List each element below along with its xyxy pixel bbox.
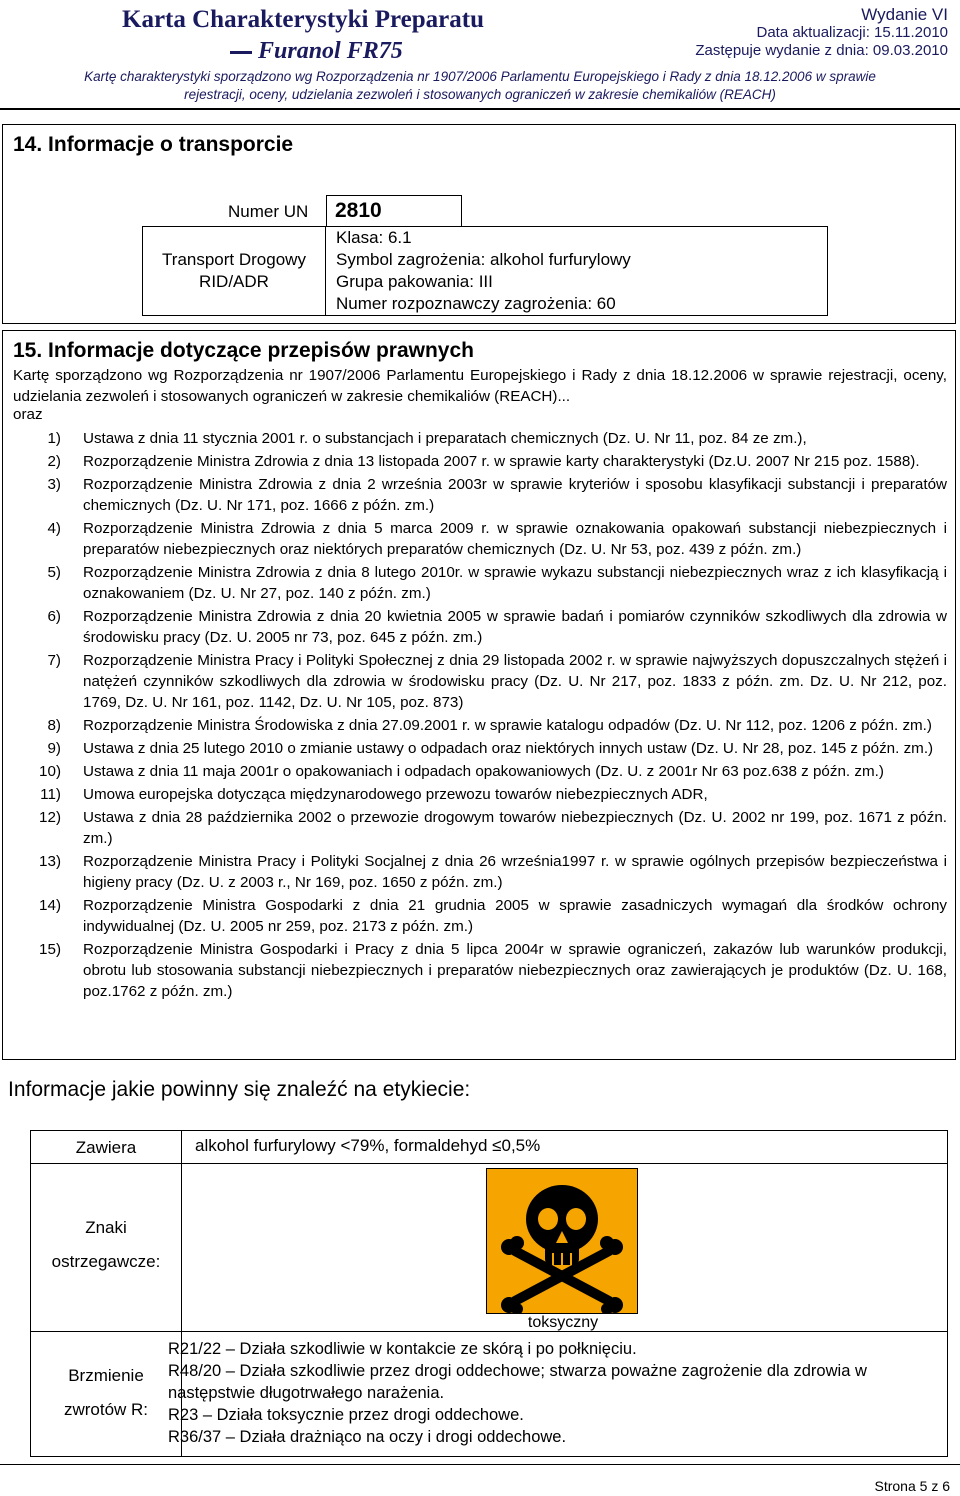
regulation-text: Rozporządzenie Ministra Gospodarki i Pracy z dnia 5 lipca 2004r w sprawie ograniczeń, zakazów lub warunków produkcji, obrotu lub stosowania substancji niebezpiecznych i preparatów niebezpiecznych oraz zawierających je produktów (Dz. U. 168, poz.1762 z późn. zm.): [83, 941, 947, 1000]
r-phrase: R48/20 – Działa szkodliwie przez drogi oddechowe; stwarza poważne zagrożenie dla zdrowia w następstwie długotrwałego narażenia.: [168, 1362, 867, 1402]
regulation-text: Rozporządzenie Ministra Zdrowia z dnia 8 lutego 2010r. w sprawie wykazu substancji niebezpiecznych wraz z ich klasyfikacją i oznakowaniem (Dz. U. Nr 27, poz. 140 z późn. zm.): [83, 564, 947, 602]
regulation-text: Rozporządzenie Ministra Zdrowia z dnia 13 listopada 2007 r. w sprawie karty charakterystyki (Dz.U. 2007 Nr 215 poz. 1588).: [83, 453, 920, 470]
regulation-number: 8): [47, 717, 61, 734]
regulation-item: [13, 895, 947, 937]
regulation-item: [13, 474, 947, 516]
un-number-label: Numer UN: [228, 202, 309, 221]
hazard-symbol: Symbol zagrożenia: alkohol furfurylowy: [336, 250, 631, 269]
section-14-title: 14. Informacje o transporcie: [13, 133, 294, 156]
regulation-number: 13): [39, 853, 61, 870]
regulation-text: Ustawa z dnia 11 maja 2001r o opakowaniach i odpadach opakowaniowych (Dz. U. z 2001r Nr 63 poz.638 z późn. zm.): [83, 763, 884, 780]
header-note-line1: Kartę charakterystyki sporządzono wg Rozporządzenia nr 1907/2006 Parlamentu Europejskiego i Rady z dnia 18.12.2006 w sprawie: [84, 69, 876, 84]
header-note: [0, 68, 960, 104]
regulation-number: 14): [39, 897, 61, 914]
r-phrases-label: [31, 1359, 181, 1427]
regulation-item: [13, 939, 947, 1002]
regulation-item: [13, 518, 947, 560]
regulation-text: Rozporządzenie Ministra Środowiska z dnia 27.09.2001 r. w sprawie katalogu odpadów (Dz. U. Nr 112, poz. 1206 z późn. zm.): [83, 717, 932, 734]
product-name: Furanol FR75: [230, 38, 403, 65]
regulation-number: 6): [47, 608, 61, 625]
packing-group: Grupa pakowania: III: [336, 272, 493, 291]
regulation-item: [13, 606, 947, 648]
regulation-item: [13, 784, 947, 805]
edition: Wydanie VI: [861, 5, 948, 24]
warning-signs-label-line1: Znaki: [85, 1218, 127, 1237]
un-number-value: 2810: [335, 199, 382, 222]
header-note-line2: rejestracji, oceny, udzielania zezwoleń i stosowanych ograniczeń w zakresie chemikaliów (REACH): [184, 87, 776, 102]
regulation-text: Ustawa z dnia 11 stycznia 2001 r. o substancjach i preparatach chemicznych (Dz. U. Nr 11, poz. 84 ze zm.),: [83, 430, 807, 447]
r-phrase: R36/37 – Działa drażniąco na oczy i drogi oddechowe.: [168, 1428, 567, 1446]
r-phrases-label-line1: Brzmienie: [68, 1366, 144, 1385]
contains-label: Zawiera: [75, 1138, 137, 1157]
regulation-number: 3): [47, 476, 61, 493]
transport-details-cell: [326, 226, 828, 316]
regulation-number: 1): [47, 430, 61, 447]
document-title: Karta Charakterystyki Preparatu: [122, 6, 484, 33]
regulation-number: 7): [47, 652, 61, 669]
section-regulations: [2, 330, 956, 1060]
regulation-item: [13, 428, 947, 449]
warning-signs-label-line2: ostrzegawcze:: [51, 1252, 161, 1271]
regulation-number: 9): [47, 740, 61, 757]
warning-signs-label: [31, 1211, 181, 1279]
regulation-item: [13, 761, 947, 782]
regulations-intro: Kartę sporządzono wg Rozporządzenia nr 1907/2006 Parlamentu Europejskiego i Rady z dnia 18.12.2006 w sprawie rejestracji, oceny, udzielania zezwoleń i stosowanych ograniczeń w zakresie chemikaliów (REACH)...: [13, 367, 947, 405]
contains-value: alkohol furfurylowy <79%, formaldehyd ≤0,5%: [195, 1136, 541, 1155]
section-15-title: 15. Informacje dotyczące przepisów prawnych: [13, 339, 474, 362]
header-divider: [0, 108, 960, 110]
regulation-number: 10): [39, 763, 61, 780]
regulation-number: 15): [39, 941, 61, 958]
label-info-heading: Informacje jakie powinny się znaleźć na etykiecie:: [8, 1078, 471, 1101]
regulations-list: [13, 428, 947, 1004]
regulation-text: Umowa europejska dotycząca międzynarodowego przewozu towarów niebezpiecznych ADR,: [83, 786, 708, 803]
r-phrases-label-line2: zwrotów R:: [63, 1400, 149, 1419]
page-number: Strona 5 z 6: [874, 1478, 950, 1494]
regulation-item: [13, 715, 947, 736]
replaces-edition: Zastępuje wydanie z dnia: 09.03.2010: [695, 42, 948, 59]
regulation-item: [13, 738, 947, 759]
transport-mode-line2: RID/ADR: [199, 272, 269, 291]
r-phrase: R23 – Działa toksycznie przez drogi oddechowe.: [168, 1406, 524, 1424]
regulation-number: 11): [40, 786, 61, 803]
r-phrase: R21/22 – Działa szkodliwie w kontakcie ze skórą i po połknięciu.: [168, 1340, 637, 1358]
regulation-text: Rozporządzenie Ministra Zdrowia z dnia 20 kwietnia 2005 w sprawie badań i pomiarów czynników szkodliwych dla zdrowia w środowisku pracy (Dz. U. 2005 nr 73, poz. 645 z późn. zm.): [83, 608, 947, 646]
edition-info: [695, 6, 948, 60]
regulation-number: 5): [47, 564, 61, 581]
skull-crossbones-svg: [487, 1169, 637, 1313]
regulation-item: [13, 562, 947, 604]
skull-crossbones-icon: [486, 1168, 638, 1314]
regulation-item: [13, 451, 947, 472]
regulation-text: Rozporządzenie Ministra Pracy i Polityki Społecznej z dnia 29 listopada 2002 r. w sprawie najwyższych dopuszczalnych stężeń i natężeń czynników szkodliwych dla zdrowia w środowisku pracy (Dz. U. Nr 217, poz. 1833 z późn. zm. Dz. U. Nr 212, poz. 1769, Dz. U. Nr 161, poz. 1142, Dz. U. Nr 105, poz. 873): [83, 652, 947, 711]
hazard-id-number: Numer rozpoznawczy zagrożenia: 60: [336, 294, 616, 313]
regulation-text: Rozporządzenie Ministra Zdrowia z dnia 5 marca 2009 r. w sprawie oznakowania opakowań substancji niebezpiecznych i preparatów niebezpiecznych oraz niektórych preparatów chemicznych (Dz. U. Nr 53, poz. 439 z późn. zm.): [83, 520, 947, 558]
symbol-caption: toksyczny: [527, 1314, 599, 1331]
regulation-text: Rozporządzenie Ministra Gospodarki z dnia 21 grudnia 2005 w sprawie zasadniczych wymagań dla środków ochrony indywidualnej (Dz. U. 2005 nr 259, poz. 2173 z późn. zm.): [83, 897, 947, 935]
regulation-text: Rozporządzenie Ministra Pracy i Polityki Socjalnej z dnia 26 września1997 r. w sprawie ogólnych przepisów bezpieczeństwa i higieny pracy (Dz. U. z 2003 r., Nr 169, poz. 1650 z późn. zm.): [83, 853, 947, 891]
regulations-oraz: oraz: [13, 406, 43, 423]
hazard-class: Klasa: 6.1: [336, 228, 412, 247]
footer-divider: [0, 1464, 960, 1465]
regulation-text: Rozporządzenie Ministra Zdrowia z dnia 2 września 2003r w sprawie kryteriów i sposobu klasyfikacji substancji i preparatów chemicznych (Dz. U. Nr 171, poz. 1666 z późn. zm.): [83, 476, 947, 514]
document-header: [0, 0, 960, 110]
regulation-item: [13, 650, 947, 713]
regulation-text: Ustawa z dnia 28 października 2002 o przewozie drogowym towarów niebezpiecznych (Dz. U. 2002 nr 199, poz. 1671 z późn. zm.): [83, 809, 947, 847]
regulation-number: 2): [47, 453, 61, 470]
section-transport: [2, 124, 956, 324]
transport-mode-line1: Transport Drogowy: [162, 250, 306, 269]
regulation-text: Ustawa z dnia 25 lutego 2010 o zmianie ustawy o odpadach oraz niektórych innych ustaw (Dz. U. Nr 28, poz. 145 z późn. zm.): [83, 740, 934, 757]
regulation-item: [13, 807, 947, 849]
regulation-number: 12): [39, 809, 61, 826]
transport-mode-cell: [142, 226, 326, 316]
r-phrases-list: [168, 1338, 918, 1448]
regulation-item: [13, 851, 947, 893]
update-date: Data aktualizacji: 15.11.2010: [756, 24, 948, 41]
un-number-cell: [326, 195, 462, 227]
regulation-number: 4): [47, 520, 61, 537]
